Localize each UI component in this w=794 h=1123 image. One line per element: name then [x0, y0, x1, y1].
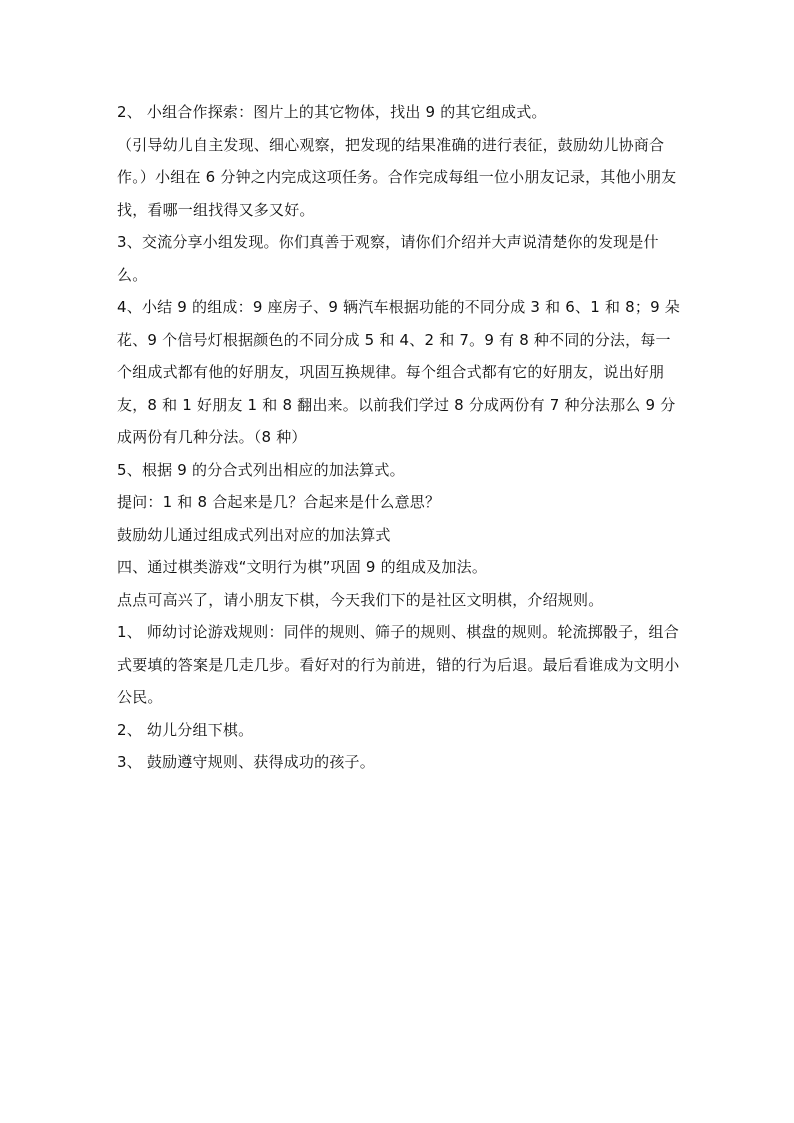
paragraph-step-4-summary: 4、小结 9 的组成：9 座房子、9 辆汽车根据功能的不同分成 3 和 6、1 和 8；9 朵花、9 个信号灯根据颜色的不同分成 5 和 4、2 和 7。9 有 8 种不同的分法，每一个组成式都有他的好朋友，巩固互换规律。每个组合式都有它的好朋友，说出好朋友，8 和 1 好朋友 1 和 8 翻出来。以前我们学过 8 分成两份有 7 种分法那么 9 分成两份有几种分法。（8 种） [117, 298, 680, 446]
paragraph-step-2-group-exploration: 2、 小组合作探索：图片上的其它物体，找出 9 的其它组成式。 [117, 103, 547, 121]
paragraph-step-3-share-findings: 3、交流分享小组发现。你们真善于观察，请你们介绍并大声说清楚你的发现是什么。 [117, 233, 659, 284]
paragraph-section-four: 四、通过棋类游戏“文明行为棋”巩固 9 的组成及加法。 [117, 558, 488, 576]
paragraph-encourage: 鼓励幼儿通过组成式列出对应的加法算式 [117, 525, 391, 544]
paragraph-step-5-addition: 5、根据 9 的分合式列出相应的加法算式。 [117, 460, 405, 479]
paragraph-rule-3: 3、 鼓励遵守规则、获得成功的孩子。 [117, 753, 375, 771]
paragraph-rule-2: 2、 幼儿分组下棋。 [117, 720, 254, 739]
paragraph-question: 提问：1 和 8 合起来是几？合起来是什么意思？ [117, 493, 441, 511]
paragraph-rule-1: 1、 师幼讨论游戏规则：同伴的规则、筛子的规则、棋盘的规则。轮流掷骰子，组合式要填的答案是几走几步。看好对的行为前进，错的行为后退。最后看谁成为文明小公民。 [117, 623, 680, 706]
paragraph-guidance-note: （引导幼儿自主发现、细心观察，把发现的结果准确的进行表征，鼓励幼儿协商合作。）小组在 6 分钟之内完成这项任务。合作完成每组一位小朋友记录，其他小朋友找，看哪一组找得又多又好。 [117, 135, 677, 219]
paragraph-introduce-rules: 点点可高兴了，请小朋友下棋，今天我们下的是社区文明棋，介绍规则。 [117, 590, 604, 609]
document-body [117, 96, 683, 779]
